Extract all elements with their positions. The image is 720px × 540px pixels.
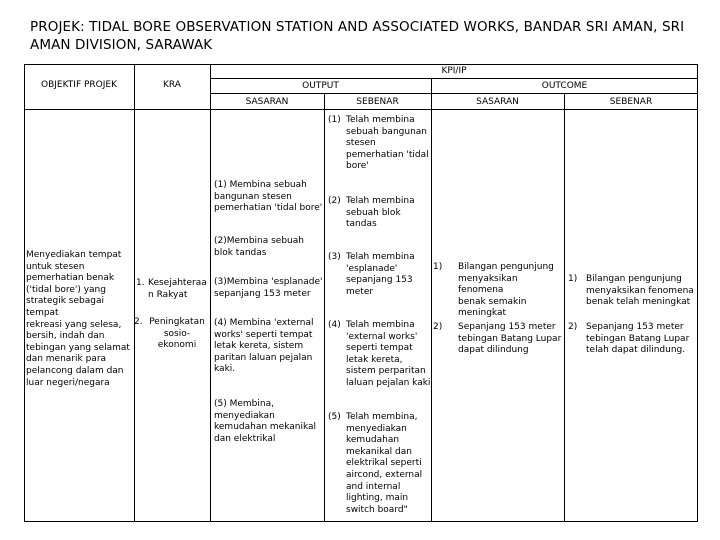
output-sasaran-item-3: (3)Membina 'esplanade' sepanjang 153 meter — [214, 277, 323, 299]
outcome-sasaran-item-1-num: 1) — [433, 262, 443, 272]
header-output-sebenar: SEBENAR — [356, 97, 399, 107]
table-border-top — [24, 64, 698, 65]
outcome-sebenar-item-2-text: Sepanjang 153 meter tebingan Batang Lupar telah dapat dilindung. — [586, 322, 690, 356]
header-outcome: OUTCOME — [541, 81, 588, 91]
output-sasaran-item-4: (4) Membina 'external works' seperti tempat letak kereta, sistem paritan laluan pejalan kaki. — [214, 318, 314, 375]
objektif-text: Menyediakan tempat untuk stesen pemerhatian benak ('tidal bore') yang strategik sebagai tempat rekreasi yang selesa, bersih, indah dan tebingan yang selamat dan menarik para pelancong dalam dan luar negeri/negara — [26, 250, 130, 388]
outcome-sebenar-item-2-num: 2) — [568, 322, 578, 332]
kra-item-2-num: 2. — [134, 317, 143, 327]
col-divider-outcome-sasaran — [564, 93, 565, 522]
output-sebenar-item-5-num: (5) — [328, 412, 341, 422]
outcome-sasaran-item-2-num: 2) — [433, 322, 443, 332]
output-sasaran-item-1: (1) Membina sebuah bangunan stesen pemerhatian 'tidal bore' — [214, 180, 323, 214]
output-sebenar-item-1-num: (1) — [328, 115, 341, 125]
header-outcome-sebenar: SEBENAR — [609, 97, 653, 107]
output-sebenar-item-4-num: (4) — [328, 320, 341, 330]
kra-item-2-text: Peningkatan sosio- ekonomi — [149, 317, 205, 351]
header-outcome-sasaran: SASARAN — [476, 97, 519, 107]
header-kpi: KPI/IP — [441, 66, 467, 76]
col-divider-output-outcome — [431, 78, 432, 522]
outcome-sebenar-item-1-num: 1) — [568, 274, 578, 284]
outcome-sasaran-item-1-text: Bilangan pengunjung menyaksikan fenomena benak semakin meningkat — [458, 262, 554, 319]
kra-item-1-num: 1. — [136, 278, 145, 288]
header-objektif: OBJEKTIF PROJEK — [41, 80, 117, 90]
output-sebenar-item-2-text: Telah membina sebuah blok tandas — [346, 196, 415, 230]
col-divider-objektif — [134, 64, 135, 522]
outcome-sebenar-item-1-text: Bilangan pengunjung menyaksikan fenomena benak telah meningkat — [586, 274, 694, 308]
kra-item-1-text: Kesejahteraa n Rakyat — [148, 278, 207, 300]
header-rule-body — [24, 109, 698, 110]
col-divider-kra — [210, 64, 211, 522]
table-border-left — [24, 64, 25, 522]
header-kra: KRA — [163, 80, 181, 90]
output-sebenar-item-2-num: (2) — [328, 196, 341, 206]
header-output: OUTPUT — [302, 81, 339, 91]
col-divider-output-sasaran — [324, 93, 325, 522]
header-rule-output-outcome — [210, 78, 698, 79]
header-rule-sasaran-sebenar — [210, 93, 698, 94]
output-sasaran-item-5: (5) Membina, menyediakan kemudahan mekanikal dan elektrikal — [214, 399, 317, 444]
output-sebenar-item-4-text: Telah membina 'external works' seperti tempat letak kereta, sistem perparitan laluan pejalan kaki — [346, 320, 431, 388]
kpi-table — [24, 64, 698, 522]
table-border-bottom — [24, 521, 698, 522]
table-border-right — [697, 64, 698, 522]
output-sebenar-item-5-text: Telah membina, menyediakan kemudahan mekanikal dan elektrikal seperti aircond, external and internal lighting, main switch board" — [346, 412, 423, 515]
output-sebenar-item-1-text: Telah membina sebuah bangunan stesen pemerhatian 'tidal bore' — [346, 115, 429, 172]
header-output-sasaran: SASARAN — [245, 97, 289, 107]
output-sebenar-item-3-text: Telah membina 'esplanade' sepanjang 153 meter — [346, 252, 415, 297]
page-title: PROJEK: TIDAL BORE OBSERVATION STATION AND ASSOCIATED WORKS, BANDAR SRI AMAN, SRI AMAN DIVISION, SARAWAK — [30, 19, 685, 53]
output-sasaran-item-2: (2)Membina sebuah blok tandas — [214, 236, 304, 258]
outcome-sasaran-item-2-text: Sepanjang 153 meter tebingan Batang Lupar dapat dilindung — [458, 322, 562, 356]
output-sebenar-item-3-num: (3) — [328, 252, 341, 262]
